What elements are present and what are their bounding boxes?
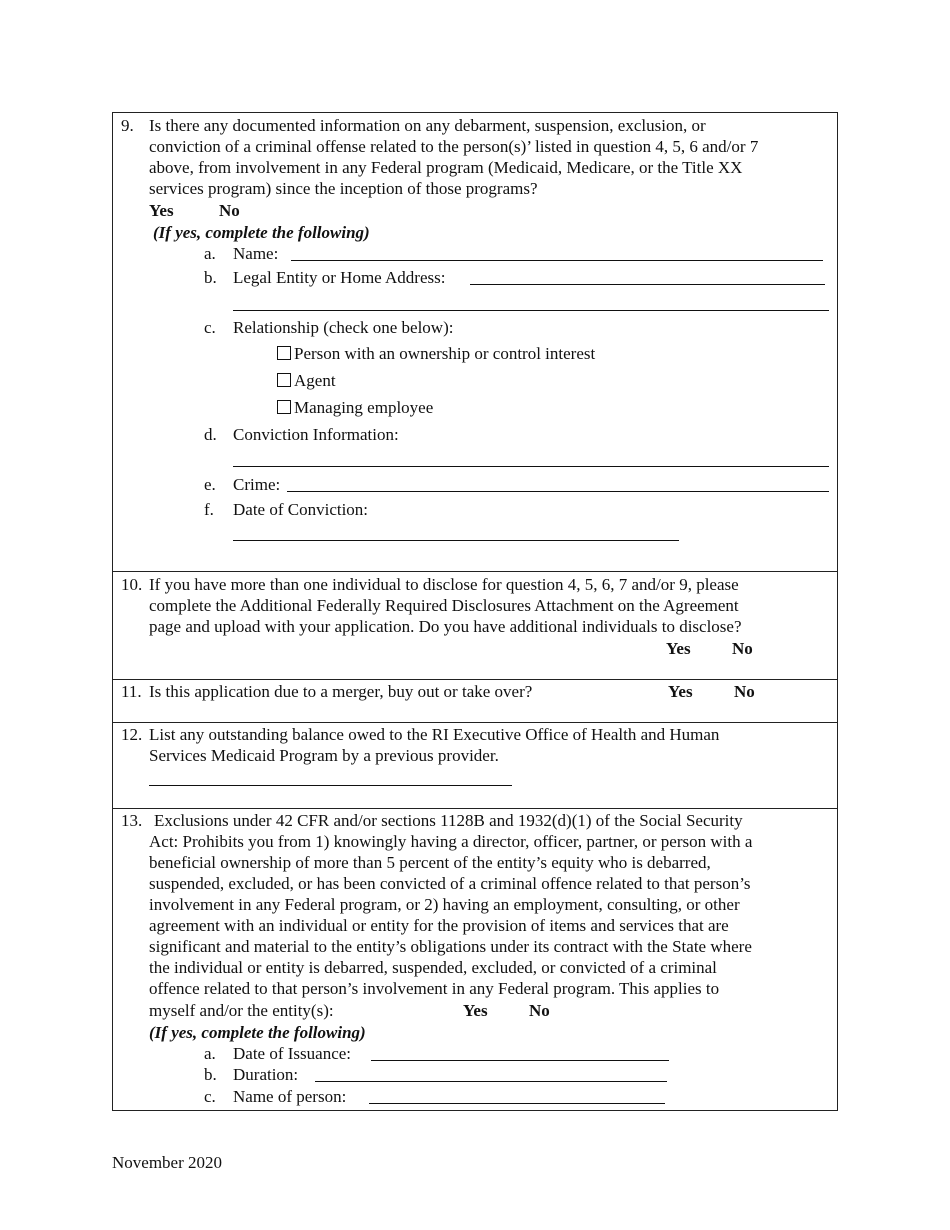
relationship-option-managing-employee[interactable] [277,397,433,418]
q9-relationship-label: Relationship (check one below): [233,318,454,337]
question-13-line: Exclusions under 42 CFR and/or sections 1128B and 1932(d)(1) of the Social Security [154,811,743,830]
q13-duration-label: Duration: [233,1065,299,1084]
q9-item-d-label: d. [204,425,217,444]
question-9-line: conviction of a criminal offense related to the person(s)’ listed in question 4, 5, 6 and/or 7 [149,137,759,156]
q13-if-yes-instruction: (If yes, complete the following) [149,1023,366,1042]
relationship-option-ownership[interactable] [277,343,595,364]
q9-conviction-info-field[interactable] [233,466,829,467]
q13-item-a-label: a. [204,1044,216,1063]
question-10-line: If you have more than one individual to disclose for question 4, 5, 6, 7 and/or 9, please [149,575,739,594]
q13-item-c-label: c. [204,1087,216,1106]
q13-person-name-field[interactable] [369,1103,665,1104]
question-9-line: above, from involvement in any Federal program (Medicaid, Medicare, or the Title XX [149,158,743,177]
relationship-option-agent[interactable] [277,370,336,391]
checkbox-icon[interactable] [277,373,291,387]
q9-address-field-line-2[interactable] [233,310,829,311]
q9-address-field[interactable] [470,284,825,285]
question-13-line: agreement with an individual or entity for the provision of items and services that are [149,916,729,935]
q13-no-option[interactable]: No [529,1001,550,1020]
q9-address-label: Legal Entity or Home Address: [233,268,446,287]
q9-conviction-date-field[interactable] [233,540,679,541]
q9-conviction-date-label: Date of Conviction: [233,500,369,519]
checkbox-icon[interactable] [277,400,291,414]
question-10-line: complete the Additional Federally Required Disclosures Attachment on the Agreement [149,596,739,615]
q13-duration-field[interactable] [315,1081,667,1082]
question-13-line: beneficial ownership of more than 5 percent of the entity’s equity who is debarred, [149,853,711,872]
question-13-section [112,809,838,1111]
q13-person-name-label: Name of person: [233,1087,347,1106]
question-11-number: 11. [121,682,142,701]
q13-item-b-label: b. [204,1065,217,1084]
q13-yes-option[interactable]: Yes [463,1001,488,1020]
q10-no-option[interactable]: No [732,639,753,658]
question-13-line: the individual or entity is debarred, suspended, excluded, or convicted of a criminal [149,958,717,977]
question-10-section [112,572,838,680]
q9-item-a-label: a. [204,244,216,263]
question-13-line: Act: Prohibits you from 1) knowingly having a director, officer, partner, or person with a [149,832,753,851]
q10-yes-option[interactable]: Yes [666,639,691,658]
disclosure-form-table [112,112,838,1111]
footer-date: November 2020 [112,1153,223,1172]
q9-name-label: Name: [233,244,279,263]
question-13-line: involvement in any Federal program, or 2) having an employment, consulting, or other [149,895,740,914]
q9-conviction-info-label: Conviction Information: [233,425,399,444]
relationship-option-label: Managing employee [294,398,434,417]
question-12-line: Services Medicaid Program by a previous provider. [149,746,499,765]
question-12-section [112,723,838,809]
relationship-option-label: Agent [294,371,336,390]
question-13-line: suspended, excluded, or has been convicted of a criminal offence related to that person’s [149,874,751,893]
q9-yes-option[interactable]: Yes [149,201,174,220]
question-13-line: significant and material to the entity’s obligations under its contract with the State where [149,937,752,956]
checkbox-icon[interactable] [277,346,291,360]
question-9-line: Is there any documented information on any debarment, suspension, exclusion, or [149,116,706,135]
q9-crime-field[interactable] [287,491,829,492]
question-13-number: 13. [121,811,143,830]
q9-no-option[interactable]: No [219,201,240,220]
q9-crime-label: Crime: [233,475,281,494]
question-12-line: List any outstanding balance owed to the RI Executive Office of Health and Human [149,725,720,744]
q9-item-f-label: f. [204,500,214,519]
q13-issuance-date-field[interactable] [371,1060,669,1061]
q11-no-option[interactable]: No [734,682,755,701]
question-12-number: 12. [121,725,143,744]
relationship-option-label: Person with an ownership or control interest [294,344,596,363]
question-9-number: 9. [121,116,134,135]
q9-item-b-label: b. [204,268,217,287]
q11-yes-option[interactable]: Yes [668,682,693,701]
q13-issuance-date-label: Date of Issuance: [233,1044,352,1063]
q12-balance-field[interactable] [149,785,512,786]
q9-item-e-label: e. [204,475,216,494]
question-10-line: page and upload with your application. Do you have additional individuals to disclose? [149,617,742,636]
q9-item-c-label: c. [204,318,216,337]
question-13-line: myself and/or the entity(s): [149,1001,334,1020]
q9-if-yes-instruction: (If yes, complete the following) [153,223,370,242]
question-10-number: 10. [121,575,143,594]
question-13-line: offence related to that person’s involvement in any Federal program. This applies to [149,979,720,998]
q9-name-field[interactable] [291,260,823,261]
question-9-section [112,112,838,572]
question-11-section [112,680,838,723]
question-11-text: Is this application due to a merger, buy out or take over? [149,682,533,701]
question-9-line: services program) since the inception of those programs? [149,179,538,198]
